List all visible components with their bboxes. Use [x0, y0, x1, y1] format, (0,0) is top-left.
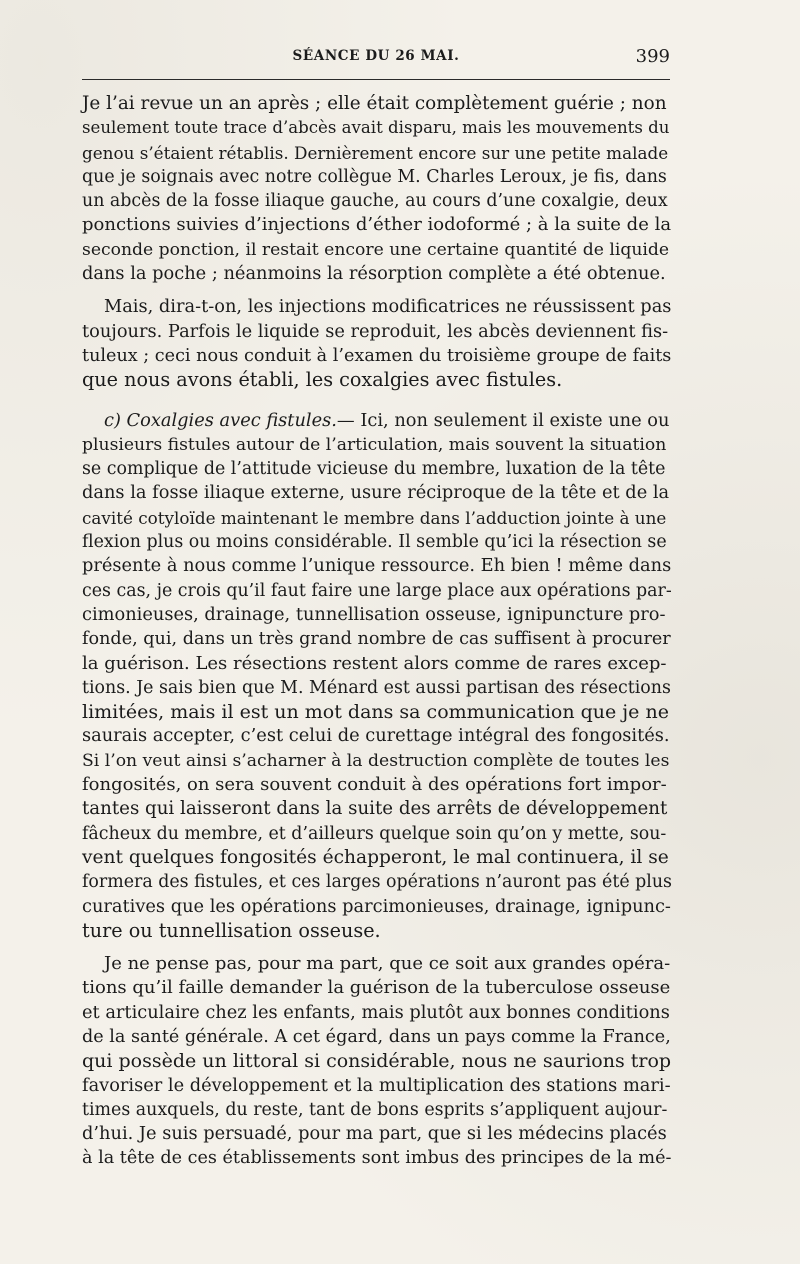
text-line: flexion plus ou moins considérable. Il semble qu’ici la résection se — [82, 532, 667, 553]
text-line: ture ou tunnellisation osseuse. — [82, 918, 381, 942]
text-line: fongosités, on sera souvent conduit à des opérations fort impor- — [82, 774, 667, 796]
text-line: ponctions suivies d’injections d’éther iodoformé ; à la suite de la — [82, 214, 672, 236]
text-line: cimonieuses, drainage, tunnellisation osseuse, ignipuncture pro- — [82, 603, 666, 625]
page-header — [82, 44, 670, 72]
running-head: SÉANCE DU 26 MAI. — [292, 48, 460, 64]
text-line: se complique de l’attitude vicieuse du membre, luxation de la tête — [82, 459, 666, 480]
text-line: formera des fistules, et ces larges opérations n’auront pas été plus — [82, 872, 672, 893]
text-line: dans la fosse iliaque externe, usure réciproque de la tête et de la — [82, 482, 670, 504]
text-line: limitées, mais il est un mot dans sa communication que je ne — [82, 701, 669, 724]
text-line: saurais accepter, c’est celui de curettage intégral des fongosités. — [82, 725, 670, 747]
text-line: la guérison. Les résections restent alors comme de rares excep- — [82, 652, 667, 674]
paragraph-1 — [82, 92, 672, 286]
text-line: un abcès de la fosse iliaque gauche, au cours d’une coxalgie, deux — [82, 191, 668, 212]
paragraph-4 — [82, 952, 672, 1171]
text-line: dans la poche ; néanmoins la résorption complète a été obtenue. — [82, 263, 666, 285]
text-line: fonde, qui, dans un très grand nombre de cas suffisent à procurer — [82, 629, 671, 650]
text-line: curatives que les opérations parcimonieuses, drainage, ignipunc- — [82, 895, 671, 917]
text-line: à la tête de ces établissements sont imbus des principes de la mé- — [82, 1148, 672, 1169]
page-number: 399 — [635, 46, 670, 67]
text-line: seulement toute trace d’abcès avait disparu, mais les mouvements du — [82, 118, 670, 138]
text-line: tantes qui laisseront dans la suite des arrêts de développement — [82, 798, 668, 820]
text-line: Je ne pense pas, pour ma part, que ce soit aux grandes opéra- — [104, 953, 671, 975]
text-line: fâcheux du membre, et d’ailleurs quelque soin qu’on y mette, sou- — [82, 823, 667, 844]
text-line: Si l’on veut ainsi s’acharner à la destruction complète de toutes les — [82, 750, 670, 771]
text-line: seconde ponction, il restait encore une certaine quantité de liquide — [82, 239, 670, 260]
text-line: présente à nous comme l’unique ressource. Eh bien ! même dans — [82, 555, 672, 577]
text-line: Je l’ai revue un an après ; elle était complètement guérie ; non — [82, 93, 667, 114]
text-line: Mais, dira-t-on, les injections modificatrices ne réussissent pas — [104, 296, 672, 318]
text-line: cavité cotyloïde maintenant le membre dans l’adduction jointe à une — [82, 507, 667, 528]
body-text — [82, 92, 672, 1171]
header-rule — [82, 79, 670, 80]
text-line: toujours. Parfois le liquide se reproduit, les abcès deviennent fis- — [82, 320, 669, 342]
text-line: que je soignais avec notre collègue M. Charles Leroux, je fis, dans — [82, 166, 667, 187]
heading-continuation: — Ici, non seulement il existe une ou — [336, 409, 670, 431]
text-line: times auxquels, du reste, tant de bons esprits s’appliquent aujour- — [82, 1099, 668, 1120]
text-line: de la santé générale. A cet égard, dans un pays comme la France, — [82, 1026, 671, 1047]
text-line: que nous avons établi, les coxalgies avec fistules. — [82, 368, 563, 392]
text-line: et articulaire chez les enfants, mais plutôt aux bonnes conditions — [82, 1001, 670, 1023]
paragraph-2 — [82, 295, 672, 392]
text-line: tions qu’il faille demander la guérison de la tuberculose osseuse — [82, 977, 671, 999]
text-line: tions. Je sais bien que M. Ménard est aussi partisan des résections — [82, 677, 671, 698]
text-line: favoriser le développement et la multiplication des stations mari- — [82, 1074, 671, 1096]
text-line: plusieurs fistules autour de l’articulation, mais souvent la situation — [82, 434, 667, 455]
text-line: d’hui. Je suis persuadé, pour ma part, que si les médecins placés — [82, 1123, 667, 1145]
text-line — [82, 409, 672, 433]
text-line: qui possède un littoral si considérable, nous ne saurions trop — [82, 1050, 672, 1073]
paragraph-3 — [82, 409, 672, 944]
section-heading: c) Coxalgies avec fistules. — [104, 409, 337, 431]
text-line: tuleux ; ceci nous conduit à l’examen du troisième groupe de faits — [82, 345, 672, 366]
text-line: vent quelques fongosités échapperont, le mal continuera, il se — [82, 846, 669, 868]
text-line: ces cas, je crois qu’il faut faire une large place aux opérations par- — [82, 580, 672, 601]
text-line: genou s’étaient rétablis. Dernièrement encore sur une petite malade — [82, 142, 669, 163]
